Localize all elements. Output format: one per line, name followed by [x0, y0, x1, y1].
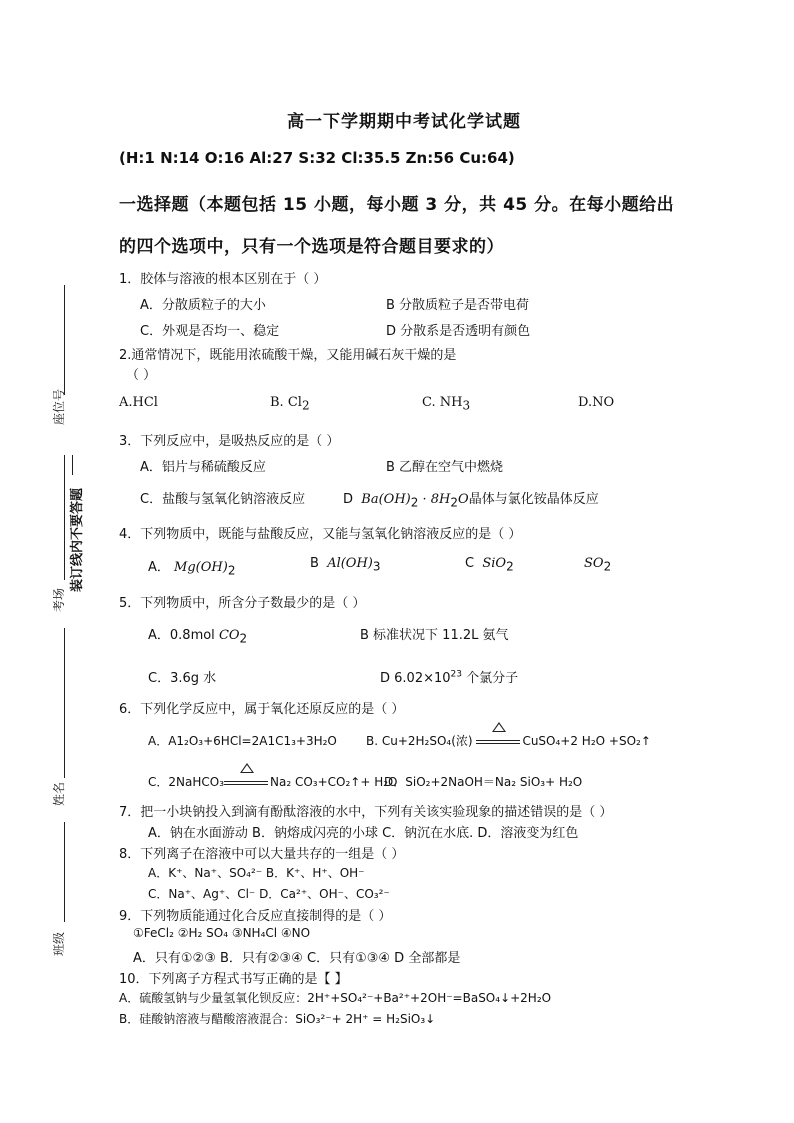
q10-option-b: B．硅酸钠溶液与醋酸溶液混合：SiO₃²⁻+ 2H⁺ = H₂SiO₃↓ [119, 1012, 436, 1026]
q3-option-d: D $Ba(OH)_2 \cdot 8H_2O$晶体与氯化铵晶体反应 [343, 492, 599, 510]
margin-line-notice-top [72, 455, 73, 475]
q2-option-a: A.HCl [119, 395, 158, 410]
q3-stem: 3．下列反应中，是吸热反应的是（ ） [119, 434, 340, 449]
q1-option-b: B 分散质粒子是否带电荷 [386, 298, 530, 313]
q6-option-a: A．A1₂O₃+6HCl=2A1C1₃+3H₂O [148, 734, 337, 748]
q8-options-ab: A．K⁺、Na⁺、SO₄²⁻ B．K⁺、H⁺、OH⁻ [148, 866, 365, 880]
q5-option-a: A．0.8mol $CO_2$ [148, 628, 248, 646]
q7-stem: 7．把一小块钠投入到滴有酚酞溶液的水中，下列有关该实验现象的描述错误的是（ ） [119, 805, 613, 820]
q5-option-b: B 标准状况下 11.2L 氨气 [360, 628, 509, 643]
q7-options: A．钠在水面游动 B．钠熔成闪亮的小球 C．钠沉在水底. D．溶液变为红色 [148, 826, 579, 841]
q1-stem: 1．胶体与溶液的根本区别在于（ ） [119, 272, 327, 287]
q1-option-c: C．外观是否均一、稳定 [140, 324, 280, 339]
side-label-notice: 装订线内不要答题 [70, 487, 85, 592]
q5-option-d: D $6.02\times 10^{23}$ 个氯分子 [380, 669, 519, 686]
q4-option-a: A． $Mg(OH)_2$ [148, 560, 236, 578]
q5-stem: 5．下列物质中，所含分子数最少的是（ ） [119, 596, 366, 611]
q6-option-d: D．SiO₂+2NaOH＝Na₂ SiO₃+ H₂O [384, 775, 583, 789]
q6-stem: 6．下列化学反应中，属于氧化还原反应的是（ ） [119, 702, 405, 717]
q10-option-a: A．硫酸氢钠与少量氢氧化钡反应：2H⁺+SO₄²⁻+Ba²⁺+2OH⁻=BaSO₄↓+2H₂O [119, 991, 552, 1005]
q8-stem: 8．下列离子在溶液中可以大量共存的一组是（ ） [119, 847, 405, 862]
atomic-masses: (H:1 N:14 O:16 Al:27 S:32 Cl:35.5 Zn:56 Cu:64) [119, 149, 515, 167]
heat-icon [240, 763, 254, 773]
section-heading-line1: 一选择题（本题包括 15 小题，每小题 3 分，共 45 分。在每小题给出 [119, 195, 675, 215]
side-label-seat: 座位号 [52, 388, 66, 425]
q2-option-c: C. $NH_3$ [422, 395, 471, 413]
q9-items: ①FeCl₂ ②H₂ SO₄ ③NH₄Cl ④NO [133, 926, 311, 940]
page-title: 高一下学期期中考试化学试题 [287, 112, 521, 132]
q4-stem: 4．下列物质中，既能与盐酸反应，又能与氢氧化钠溶液反应的是（ ） [119, 527, 522, 542]
q3-option-b: B 乙醇在空气中燃烧 [386, 460, 504, 475]
q9-options: A．只有①②③ B．只有②③④ C．只有①③④ D 全部都是 [133, 951, 461, 966]
q2-option-d: D.NO [578, 395, 615, 410]
q4-option-d: $SO_2$ [584, 556, 612, 574]
margin-line-class [64, 822, 65, 922]
q3-option-c: C．盐酸与氢氧化钠溶液反应 [140, 492, 306, 507]
q5-option-c: C．3.6g 水 [148, 671, 217, 686]
side-label-room: 考场 [52, 587, 66, 612]
q2-paren: （ ） [126, 368, 157, 383]
section-heading-line2: 的四个选项中，只有一个选项是符合题目要求的） [119, 237, 504, 257]
q8-options-cd: C．Na⁺、Ag⁺、Cl⁻ D．Ca²⁺、OH⁻、CO₃²⁻ [148, 887, 390, 901]
heat-icon [492, 722, 506, 732]
q9-stem: 9．下列物质能通过化合反应直接制得的是（ ） [119, 909, 392, 924]
q1-option-a: A．分散质粒子的大小 [140, 298, 266, 313]
equals-bar-icon [224, 781, 268, 785]
q2-option-b: B. $Cl_2$ [270, 395, 310, 413]
margin-line-name [64, 628, 65, 778]
q6-option-c: C．2NaHCO₃ Na₂ CO₃+CO₂↑+ H₂O [148, 773, 398, 790]
q3-option-a: A．铝片与稀硫酸反应 [140, 460, 266, 475]
side-label-class: 班级 [52, 931, 66, 956]
side-label-name: 姓名 [52, 781, 66, 806]
q6-option-b: B. Cu+2H₂SO₄(浓) CuSO₄+2 H₂O +SO₂↑ [366, 732, 651, 749]
margin-line-seat [64, 285, 65, 395]
q10-stem: 10．下列离子方程式书写正确的是【 】 [119, 972, 348, 987]
margin-line-room [64, 455, 65, 580]
equals-bar-icon [476, 740, 520, 744]
q4-option-c: C SiO$_2$ [465, 556, 514, 574]
q4-option-b: B $Al(OH)_3$ [310, 556, 381, 574]
q1-option-d: D 分散系是否透明有颜色 [386, 324, 531, 339]
q2-stem: 2.通常情况下，既能用浓硫酸干燥，又能用碱石灰干燥的是 [119, 348, 457, 363]
